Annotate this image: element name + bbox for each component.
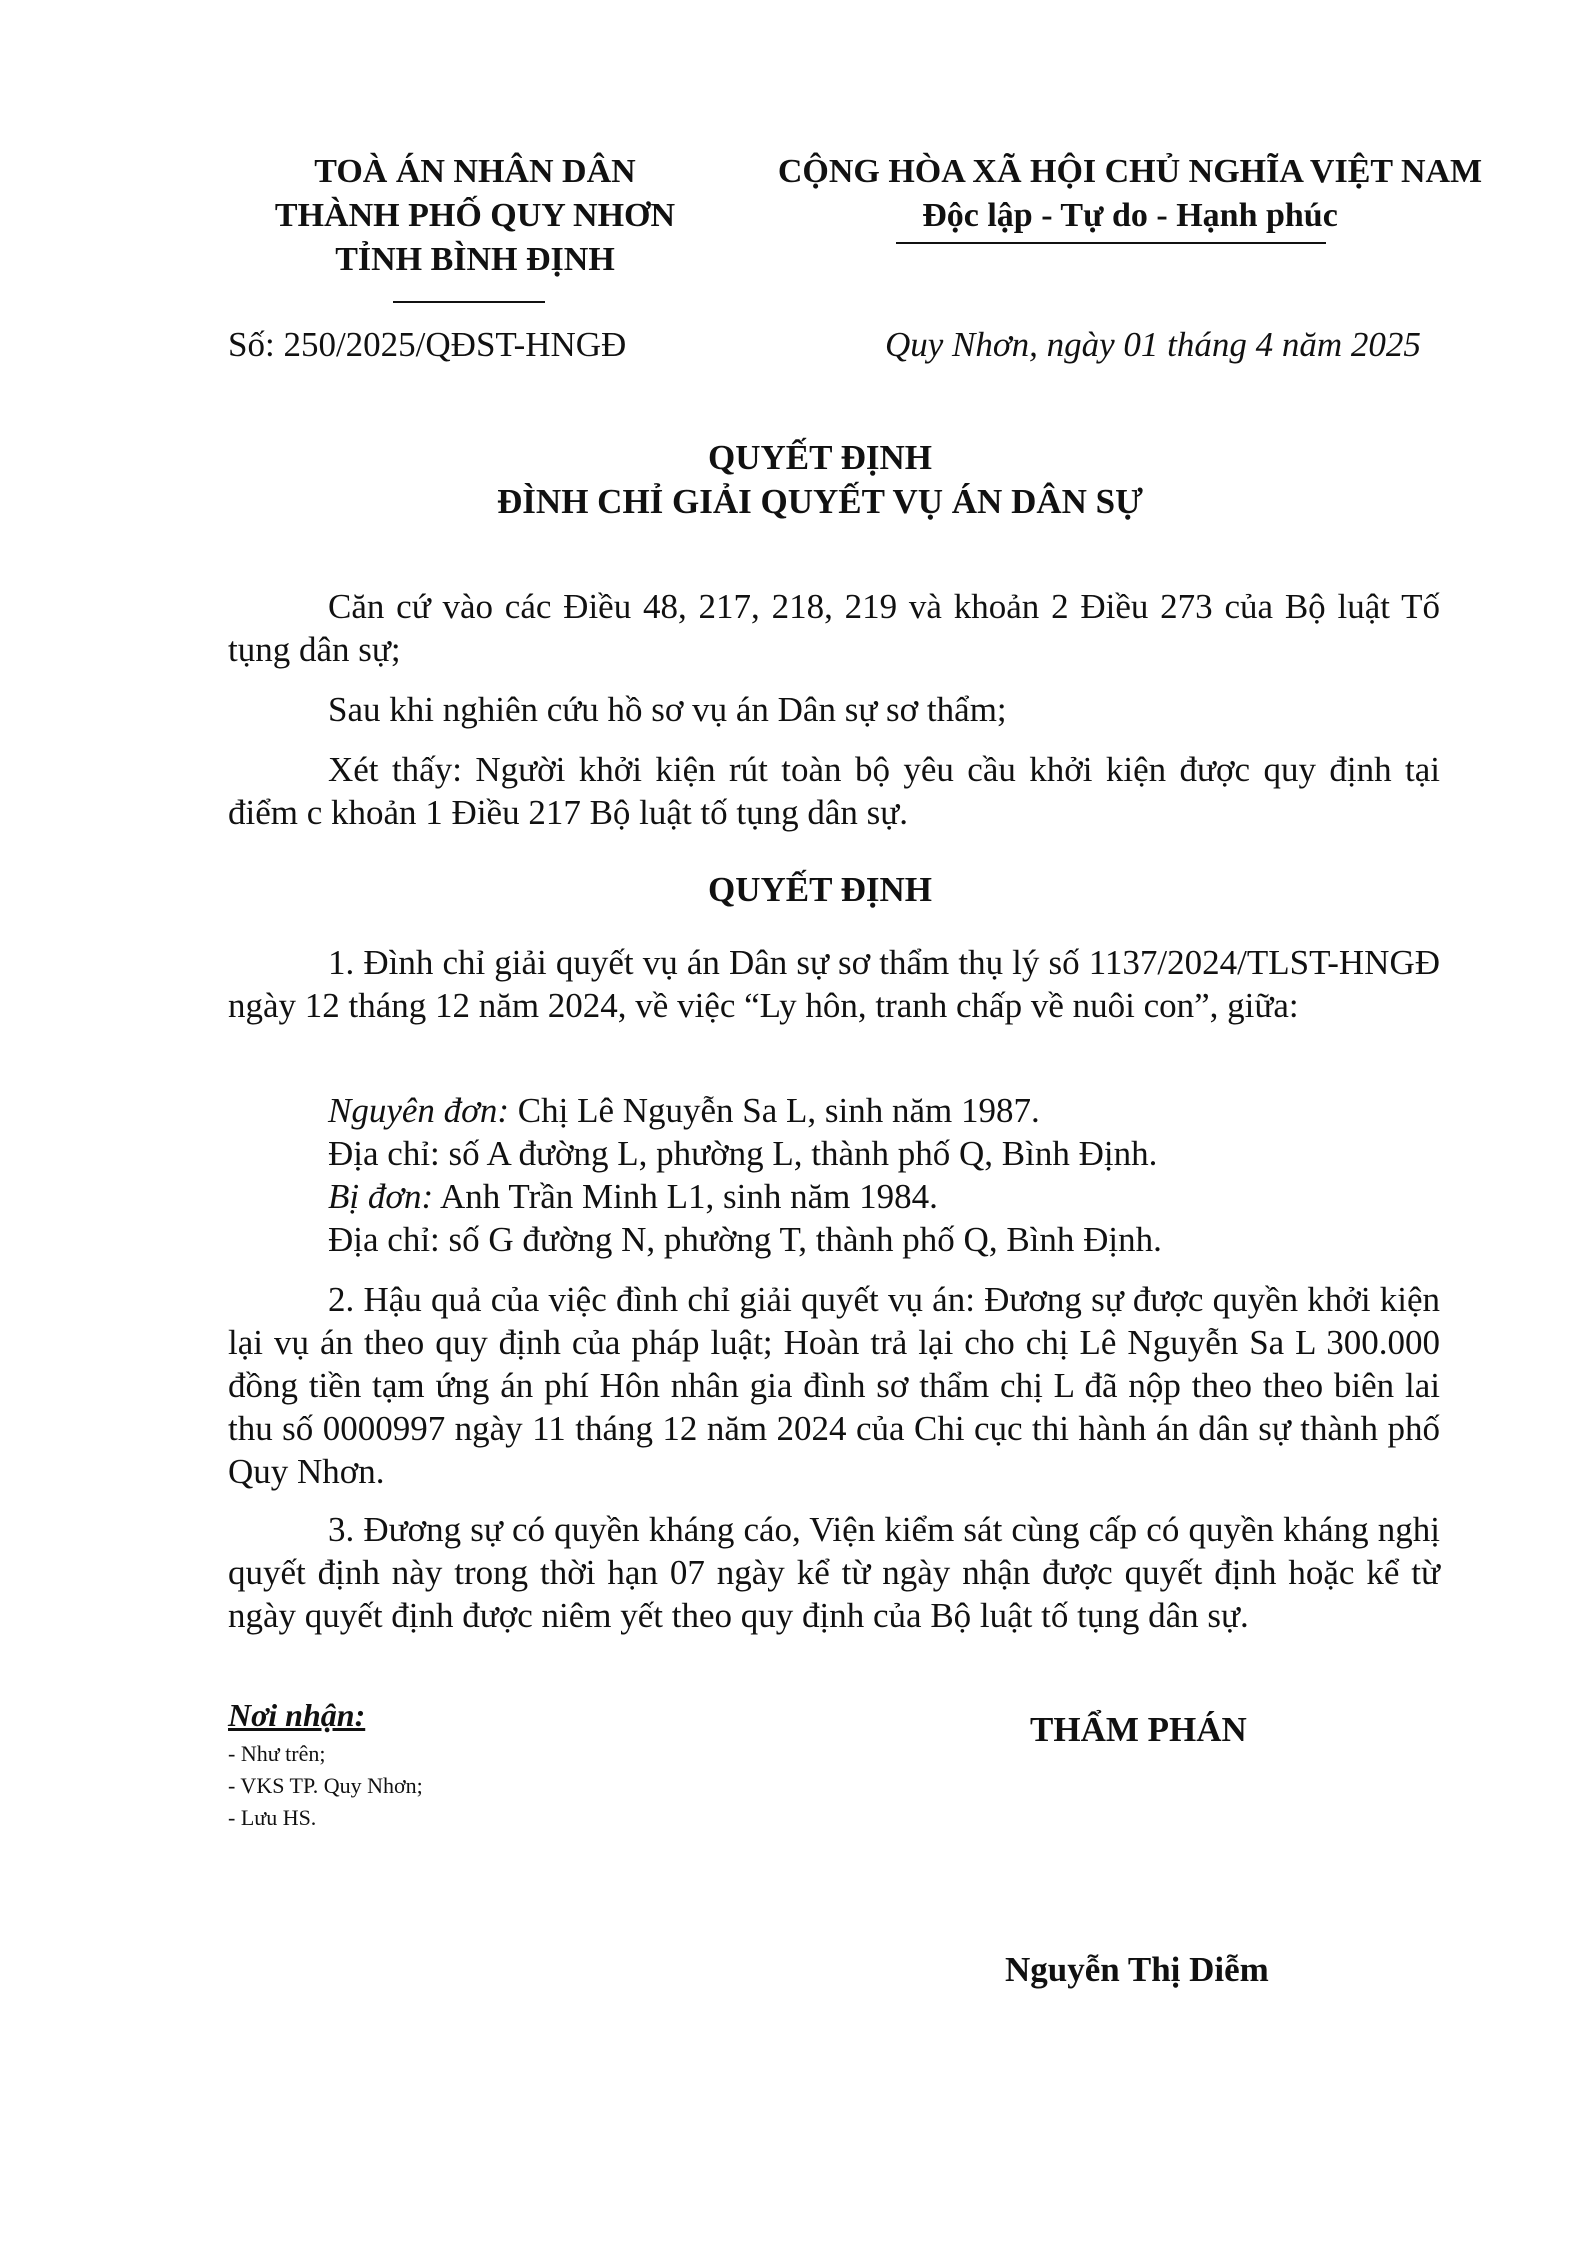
recipients-title: Nơi nhận: [228,1697,366,1733]
defendant-address: Địa chỉ: số G đường N, phường T, thành phố Q, Bình Định. [328,1220,1162,1259]
document-title [200,436,1440,524]
plaintiff-name: Chị Lê Nguyễn Sa L, sinh năm 1987. [509,1091,1040,1130]
plaintiff-line [328,1089,1428,1132]
recipient-item: - VKS TP. Quy Nhơn; [228,1773,423,1798]
recipient-item: - Như trên; [228,1741,326,1766]
court-name-line2: THÀNH PHỐ QUY NHƠN [274,197,676,234]
court-header [250,150,700,282]
decision-item-3: 3. Đương sự có quyền kháng cáo, Viện kiểm sát cùng cấp có quyền kháng nghị quyết định này trong thời hạn 07 ngày kể từ ngày nhận được quyết định hoặc kể từ ngày quyết định được niêm yết theo quy định của Bộ luật tố tụng dân sự. [228,1510,1440,1635]
title-line2: ĐÌNH CHỈ GIẢI QUYẾT VỤ ÁN DÂN SỰ [497,482,1143,521]
plaintiff-label: Nguyên đơn: [328,1091,509,1130]
court-name-line1: TOÀ ÁN NHÂN DÂN [314,153,636,190]
national-title: CỘNG HÒA XÃ HỘI CHỦ NGHĨA VIỆT NAM [777,153,1483,190]
place-date: Quy Nhơn, ngày 01 tháng 4 năm 2025 [885,325,1421,364]
defendant-line [328,1175,1428,1218]
preamble-study: Sau khi nghiên cứu hồ sơ vụ án Dân sự sơ thẩm; [328,690,1007,729]
court-header-rule [393,301,545,303]
national-motto: Độc lập - Tự do - Hạnh phúc [922,197,1338,234]
plaintiff-address: Địa chỉ: số A đường L, phường L, thành phố Q, Bình Định. [328,1134,1158,1173]
preamble-legal-basis: Căn cứ vào các Điều 48, 217, 218, 219 và khoản 2 Điều 273 của Bộ luật Tố tụng dân sự; [228,587,1440,669]
document-number: Số: 250/2025/QĐST-HNGĐ [228,325,627,364]
defendant-label: Bị đơn: [328,1177,434,1216]
national-motto-rule [896,242,1326,244]
signer-role: THẨM PHÁN [1030,1710,1247,1749]
preamble-finding: Xét thấy: Người khởi kiện rút toàn bộ yêu cầu khởi kiện được quy định tại điểm c khoản 1 Điều 217 Bộ luật tố tụng dân sự. [228,750,1440,832]
national-header [740,150,1520,238]
signer-name: Nguyễn Thị Diễm [1005,1950,1269,1989]
decision-item-1: 1. Đình chỉ giải quyết vụ án Dân sự sơ thẩm thụ lý số 1137/2024/TLST-HNGĐ ngày 12 tháng 12 năm 2024, về việc “Ly hôn, tranh chấp về nuôi con”, giữa: [228,943,1440,1025]
defendant-name: Anh Trần Minh L1, sinh năm 1984. [433,1177,938,1216]
title-line1: QUYẾT ĐỊNH [708,438,932,477]
court-name-line3: TỈNH BÌNH ĐỊNH [335,241,615,278]
decision-item-2: 2. Hậu quả của việc đình chỉ giải quyết vụ án: Đương sự được quyền khởi kiện lại vụ án theo quy định của pháp luật; Hoàn trả lại cho chị Lê Nguyễn Sa L 300.000 đồng tiền tạm ứng án phí Hôn nhân gia đình sơ thẩm chị L đã nộp theo theo biên lai thu số 0000997 ngày 11 tháng 12 năm 2024 của Chi cục thi hành án dân sự thành phố Quy Nhơn. [228,1280,1440,1491]
decision-heading: QUYẾT ĐỊNH [708,870,932,909]
recipient-item: - Lưu HS. [228,1805,317,1830]
